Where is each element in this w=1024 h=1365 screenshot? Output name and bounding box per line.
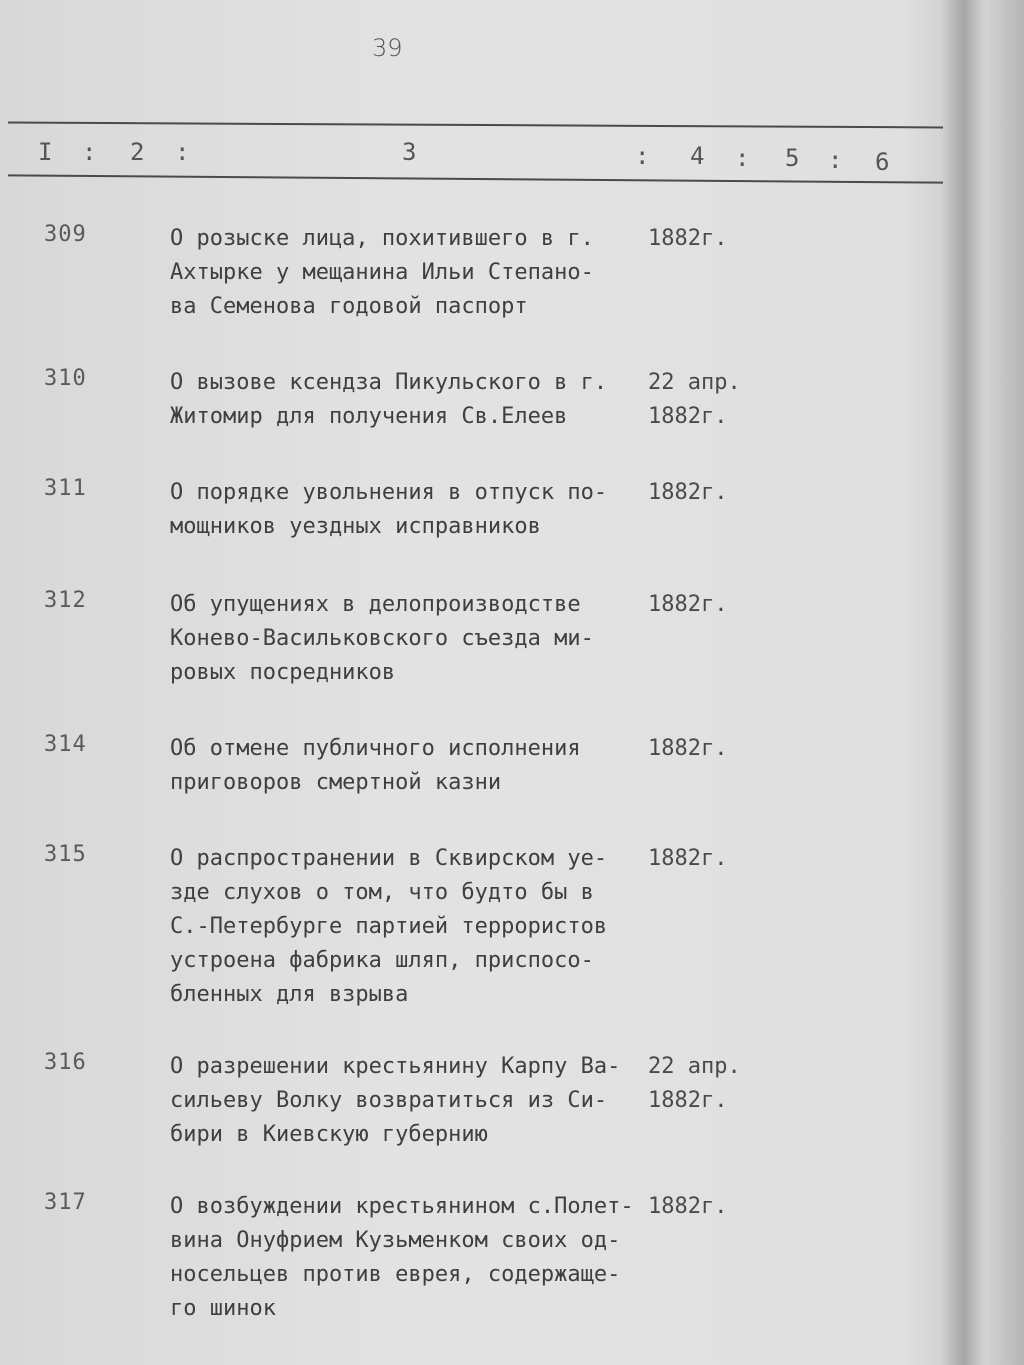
entry-title-line: О разрешении крестьянину Карпу Ва- (170, 1054, 621, 1079)
entry-title (170, 222, 594, 324)
entry-title (170, 588, 594, 690)
entry-title-line: Об отмене публичного исполнения (170, 736, 581, 761)
entry-title-line: Житомир для получения Св.Елеев (170, 404, 568, 429)
entry-number: 314 (44, 732, 87, 757)
entry-date (648, 1190, 727, 1224)
column-header-3: 3 (402, 138, 417, 166)
page-edge-shadow (940, 0, 1024, 1365)
header-rule-top (8, 122, 943, 129)
entry-title-line: О возбуждении крестьянином с.Полет- (170, 1194, 634, 1219)
entry-date-line: 1882г. (648, 1088, 728, 1113)
entry-title (170, 732, 581, 800)
entry-date (648, 732, 727, 766)
entry-number: 309 (44, 222, 87, 247)
entry-title-line: Конево-Васильковского съезда ми- (170, 626, 594, 651)
entry-number: 315 (44, 842, 87, 867)
entry-date-line: 1882г. (648, 592, 728, 617)
entry-title-line: бленных для взрыва (170, 982, 409, 1007)
entry-number: 311 (44, 476, 87, 501)
entry-date-line: 22 апр. (648, 370, 741, 395)
entry-title (170, 1050, 620, 1152)
entry-title-line: мощников уездных исправников (170, 514, 541, 539)
entry-date (648, 842, 727, 876)
entry-date (648, 588, 727, 622)
header-rule-bottom (8, 174, 943, 183)
column-header-5: 5 (785, 144, 800, 172)
page-number: 39 (372, 34, 403, 62)
entry-title-line: сильеву Волку возвратиться из Си- (170, 1088, 608, 1113)
entry-title-line: ровых посредников (170, 660, 396, 685)
column-separator: : (735, 144, 750, 172)
entry-title (170, 1190, 634, 1326)
entry-title-line: приговоров смертной казни (170, 770, 502, 795)
entry-title-line: го шинок (170, 1296, 276, 1321)
entry-title-line: устроена фабрика шляп, приспосо- (170, 948, 594, 973)
entry-title-line: Ахтырке у мещанина Ильи Степано- (170, 260, 594, 285)
entry-title-line: С.-Петербурге партией террористов (170, 914, 608, 939)
column-header-6: 6 (875, 148, 890, 176)
column-separator: : (82, 138, 97, 166)
entry-date (648, 222, 727, 256)
entry-title (170, 366, 607, 434)
entry-date-line: 1882г. (648, 404, 728, 429)
entry-date-line: 22 апр. (648, 1054, 741, 1079)
column-separator: : (828, 146, 843, 174)
entry-date-line: 1882г. (648, 846, 728, 871)
column-header-2: 2 (130, 138, 145, 166)
entry-title (170, 476, 607, 544)
entry-date (648, 366, 741, 434)
entry-title-line: О порядке увольнения в отпуск по- (170, 480, 608, 505)
entry-title-line: О розыске лица, похитившего в г. (170, 226, 594, 251)
entry-title-line: О вызове ксендза Пикульского в г. (170, 370, 608, 395)
entry-title-line: вина Онуфрием Кузьменком своих од- (170, 1228, 621, 1253)
entry-number: 312 (44, 588, 87, 613)
entry-title-line: ва Семенова годовой паспорт (170, 294, 528, 319)
entry-date (648, 476, 727, 510)
entry-number: 310 (44, 366, 87, 391)
entry-title (170, 842, 607, 1012)
entry-title-line: Об упущениях в делопроизводстве (170, 592, 581, 617)
entry-title-line: носельцев против еврея, содержаще- (170, 1262, 621, 1287)
entry-date-line: 1882г. (648, 736, 728, 761)
column-separator: : (175, 138, 190, 166)
column-separator: : (635, 142, 650, 170)
column-header-I: I (38, 138, 53, 166)
entry-date-line: 1882г. (648, 226, 728, 251)
entry-number: 317 (44, 1190, 87, 1215)
entry-number: 316 (44, 1050, 87, 1075)
entry-date (648, 1050, 741, 1118)
column-header-4: 4 (690, 142, 705, 170)
entry-title-line: зде слухов о том, что будто бы в (170, 880, 594, 905)
entry-title-line: О распространении в Сквирском уе- (170, 846, 608, 871)
entry-title-line: бири в Киевскую губернию (170, 1122, 488, 1147)
entry-date-line: 1882г. (648, 480, 728, 505)
entry-date-line: 1882г. (648, 1194, 728, 1219)
